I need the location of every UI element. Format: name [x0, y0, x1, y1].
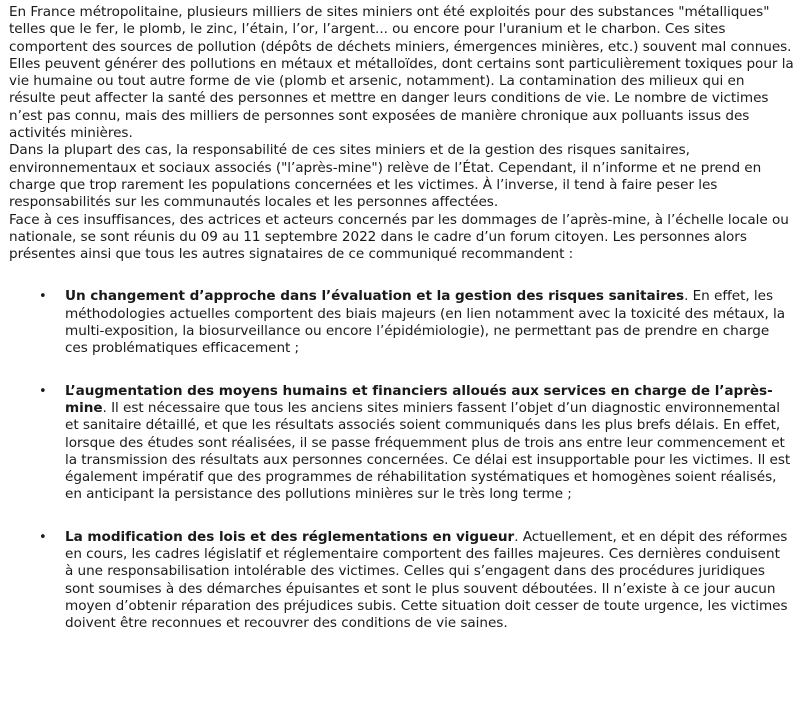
recommendation-heading: La modification des lois et des réglementations en vigueur	[65, 528, 515, 545]
recommendation-heading: Un changement d’approche dans l’évaluation et la gestion des risques sanitaires	[65, 288, 685, 305]
bullet-icon: •	[39, 529, 47, 545]
list-item	[9, 288, 795, 357]
intro-paragraph: En France métropolitaine, plusieurs milliers de sites miniers ont été exploités pour des substances "métalliques" telles que le fer, le plomb, le zinc, l’étain, l’or, l’argent... ou encore pour l'uranium et le charbon. Ces sites comportent des sources de pollution (dépôts de déchets miniers, émergences minières, etc.) souvent mal connues. Elles peuvent générer des pollutions en métaux et métalloïdes, dont certains sont particulièrement toxiques pour la vie humaine ou tout autre forme de vie (plomb et arsenic, notamment). La contamination des milieux qui en résulte peut affecter la santé des personnes et mettre en danger leurs conditions de vie. Le nombre de victimes n’est pas connu, mais des milliers de personnes sont exposées de manière chronique aux polluants issus des activités minières.	[9, 4, 794, 142]
recommendation-heading: L’augmentation des moyens humains et financiers alloués aux services en charge de l’après-mine	[65, 382, 773, 416]
recommendation-text: . Actuellement, et en dépit des réformes en cours, les cadres législatif et réglementaire comportent des failles majeures. Ces dernières conduisent à une responsabilisation intolérable des victimes. Celles qui s’engagent dans des procédures juridiques sont soumises à des démarches épuisantes et sont le plus souvent déboutées. Il n’existe à ce jour aucun moyen d’obtenir réparation des préjudices subis. Cette situation doit cesser de toute urgence, les victimes doivent être reconnues et recouvrer des conditions de vie saines.	[65, 528, 788, 632]
forum-paragraph: Face à ces insuffisances, des actrices et acteurs concernés par les dommages de l’après-mine, à l’échelle locale ou nationale, se sont réunis du 09 au 11 septembre 2022 dans le cadre d’un forum citoyen. Les personnes alors présentes ainsi que tous les autres signataires de ce communiqué recommandent :	[9, 211, 789, 263]
bullet-icon: •	[39, 289, 47, 305]
responsibility-paragraph: Dans la plupart des cas, la responsabilité de ces sites miniers et de la gestion des risques sanitaires, environnementaux et sociaux associés ("l’après-mine") relève de l’État. Cependant, il n’informe et ne prend en charge que trop rarement les populations concernées et les victimes. À l’inverse, il tend à faire peser les responsabilités sur les communautés locales et les personnes affectées.	[9, 142, 762, 211]
list-item	[9, 383, 795, 504]
recommendation-text: . Il est nécessaire que tous les anciens sites miniers fassent l’objet d’un diagnostic environnemental et sanitaire détaillé, et que les résultats associés soient communiqués dans les plus brefs délais. En effet, lorsque des études sont réalisées, il se passe fréquemment plus de trois ans entre leur commencement et la transmission des résultats aux personnes concernées. Ce délai est insupportable pour les victimes. Il est également impératif que des programmes de réhabilitation systématiques et homogènes soient réalisés, en anticipant la persistance des pollutions minières sur le très long terme ;	[65, 399, 791, 503]
list-item	[9, 529, 795, 633]
document-body	[9, 4, 795, 633]
recommendations-list	[9, 288, 795, 632]
recommendation-text: . En effet, les méthodologies actuelles comportent des biais majeurs (en lien notamment avec la toxicité des métaux, la multi-exposition, la biosurveillance ou encore l’épidémiologie), ne permettant pas de prendre en charge ces problématiques efficacement ;	[65, 288, 786, 357]
bullet-icon: •	[39, 383, 47, 399]
